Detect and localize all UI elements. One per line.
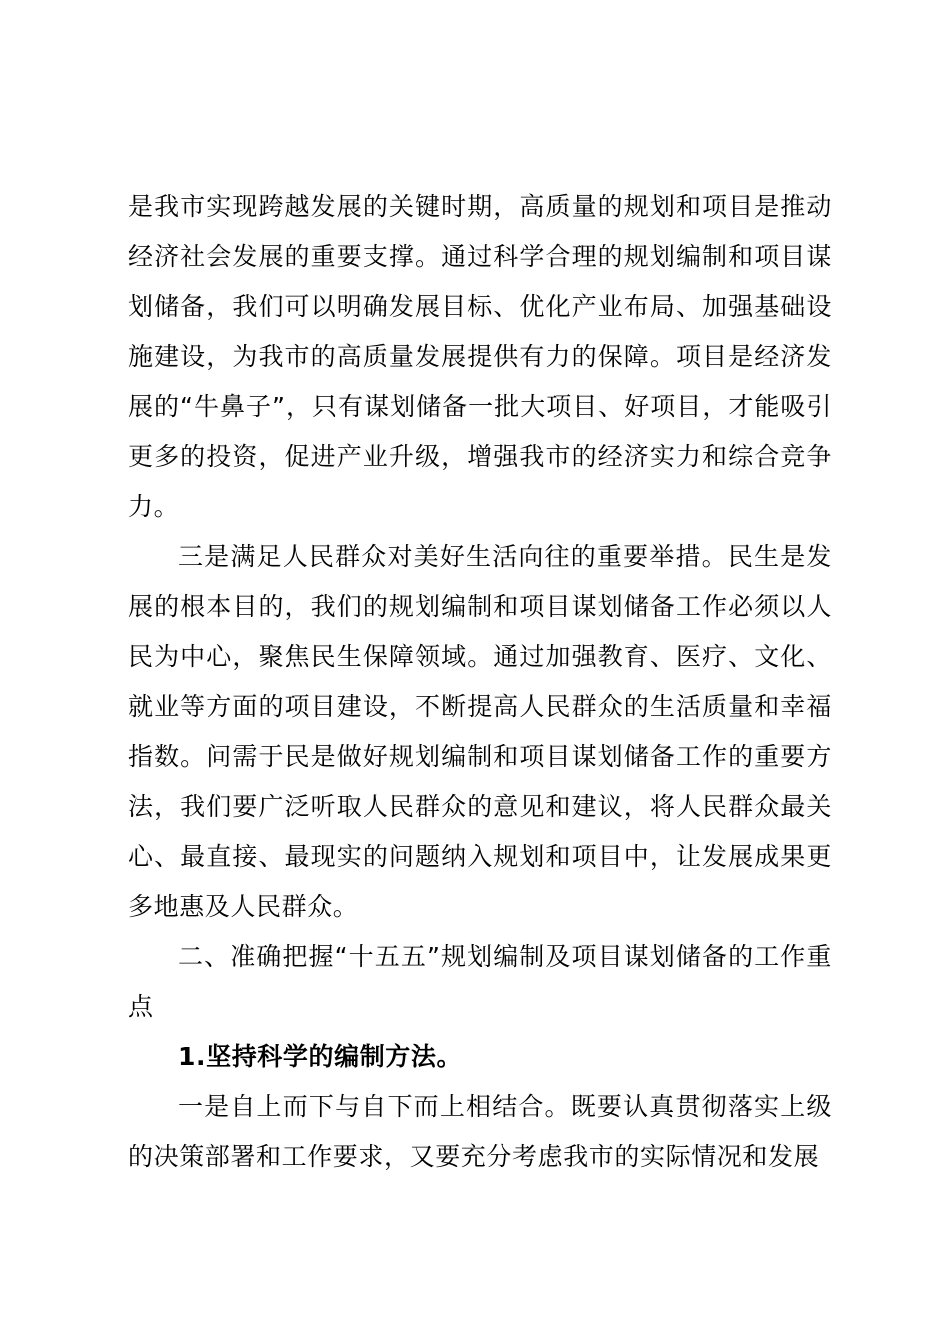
- body-paragraph-3: 一是自上而下与自下而上相结合。既要认真贯彻落实上级的决策部署和工作要求，又要充分考虑我市的实际情况和发展: [128, 1092, 832, 1171]
- body-paragraph-1: 是我市实现跨越发展的关键时期，高质量的规划和项目是推动经济社会发展的重要支撑。通过科学合理的规划编制和项目谋划储备，我们可以明确发展目标、优化产业布局、加强基础设施建设，为我市的高质量发展提供有力的保障。项目是经济发展的“牛鼻子”，只有谋划储备一批大项目、好项目，才能吸引更多的投资，促进产业升级，增强我市的经济实力和综合竞争力。: [128, 192, 832, 521]
- section-heading: 二、准确把握“十五五”规划编制及项目谋划储备的工作重点: [128, 942, 832, 1021]
- body-paragraph-2: 三是满足人民群众对美好生活向往的重要举措。民生是发展的根本目的，我们的规划编制和项目谋划储备工作必须以人民为中心，聚焦民生保障领域。通过加强教育、医疗、文化、就业等方面的项目建设，不断提高人民群众的生活质量和幸福指数。问需于民是做好规划编制和项目谋划储备工作的重要方法，我们要广泛听取人民群众的意见和建议，将人民群众最关心、最直接、最现实的问题纳入规划和项目中，让发展成果更多地惠及人民群众。: [128, 542, 832, 921]
- subsection-heading: 1.坚持科学的编制方法。: [178, 1042, 463, 1071]
- document-page: [128, 182, 832, 1182]
